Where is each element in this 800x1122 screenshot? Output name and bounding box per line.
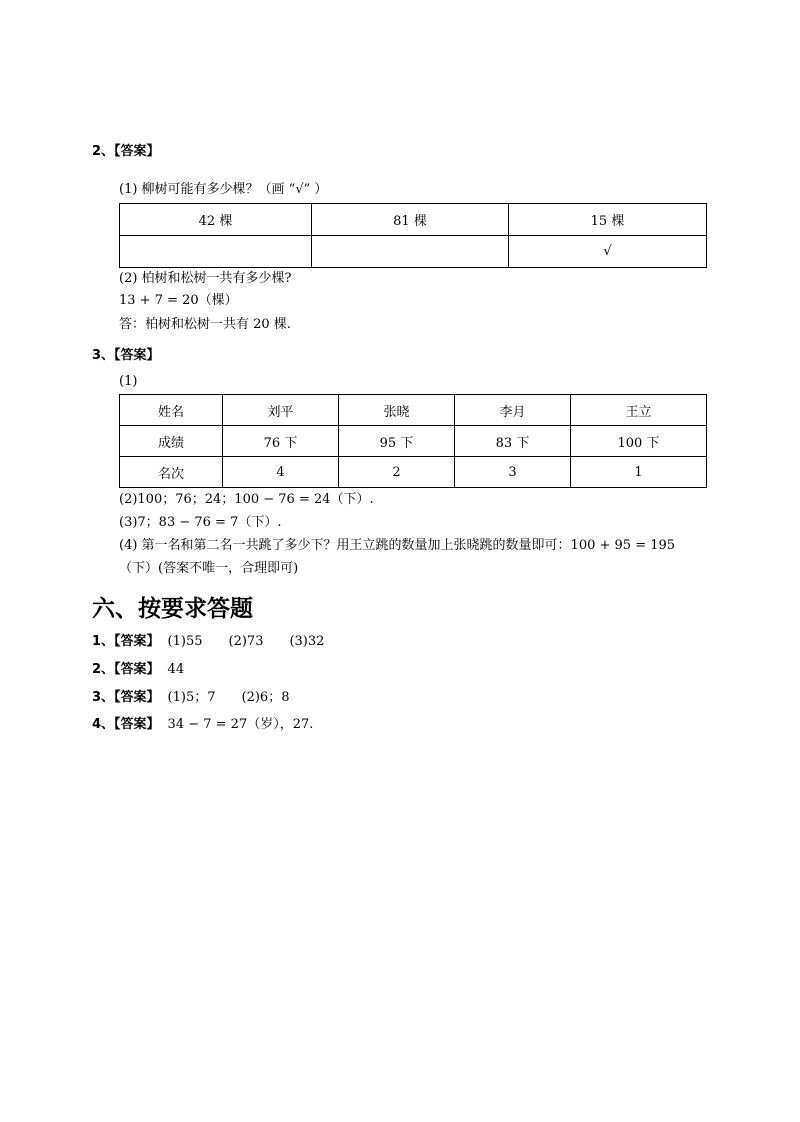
section-six-item <box>92 633 324 651</box>
section-six-item <box>92 716 313 734</box>
q3-part4-continuation: （下）(答案不唯一，合理即可) <box>119 561 299 576</box>
section-six-title: 六、按要求答题 <box>92 596 253 622</box>
q2-table-mark-row <box>120 236 707 268</box>
q3-part3-text: (3)7；83 − 76 = 7（下）. <box>119 515 282 530</box>
item-answer: 34 − 7 = 27（岁），27. <box>167 717 314 732</box>
q3-table-row <box>120 457 707 488</box>
q3-part4-text: (4) 第一名和第二名一共跳了多少下？用王立跳的数量加上张晓跳的数量即可：100 + 95 = 195 <box>119 538 676 553</box>
item-label: 4、【答案】 <box>92 717 160 732</box>
item-label: 2、【答案】 <box>92 662 160 677</box>
q3-table-cell: 4 <box>223 457 339 488</box>
item-answer: (1)5；7 (2)6；8 <box>167 690 290 705</box>
q3-part1-text: (1) <box>119 374 138 389</box>
item-label: 3、【答案】 <box>92 690 160 705</box>
item-answer: (1)55 (2)73 (3)32 <box>167 634 325 649</box>
q3-table-cell: 3 <box>455 457 571 488</box>
q3-table-cell: 100 下 <box>571 426 707 457</box>
q2-table-cell: 81 棵 <box>312 204 509 236</box>
q2-heading: 2、【答案】 <box>92 144 160 159</box>
q3-table-cell: 83 下 <box>455 426 571 457</box>
q2-answer: 答：柏树和松树一共有 20 棵. <box>119 317 291 332</box>
q3-heading: 3、【答案】 <box>92 348 160 363</box>
q2-part1-text: (1) 柳树可能有多少棵？（画 “√” ） <box>119 182 328 197</box>
q3-table-cell: 成绩 <box>120 426 223 457</box>
q3-table-cell: 刘平 <box>223 395 339 426</box>
q3-table-cell: 名次 <box>120 457 223 488</box>
item-answer: 44 <box>167 662 185 677</box>
q3-table-row <box>120 426 707 457</box>
q2-table-header-row <box>120 204 707 236</box>
q3-table-cell: 王立 <box>571 395 707 426</box>
q2-table <box>119 203 707 268</box>
q3-part2-text: (2)100；76；24；100 − 76 = 24（下）. <box>119 492 374 507</box>
q2-table-cell: 42 棵 <box>120 204 312 236</box>
section-six-item <box>92 661 184 679</box>
q3-table-cell: 李月 <box>455 395 571 426</box>
section-six-item <box>92 689 289 707</box>
q3-table-cell: 2 <box>339 457 455 488</box>
q3-table-cell: 1 <box>571 457 707 488</box>
q2-part2-text: (2) 柏树和松树一共有多少棵? <box>119 271 292 286</box>
q3-table-row <box>120 395 707 426</box>
q2-table-checkmark: √ <box>509 236 707 268</box>
q2-table-cell <box>312 236 509 268</box>
q2-table-cell <box>120 236 312 268</box>
q2-calculation: 13 + 7 = 20（棵） <box>119 293 238 308</box>
q3-table <box>119 394 707 488</box>
q2-table-cell: 15 棵 <box>509 204 707 236</box>
q3-table-cell: 姓名 <box>120 395 223 426</box>
item-label: 1、【答案】 <box>92 634 160 649</box>
q3-table-cell: 95 下 <box>339 426 455 457</box>
q3-table-cell: 76 下 <box>223 426 339 457</box>
q3-table-cell: 张晓 <box>339 395 455 426</box>
